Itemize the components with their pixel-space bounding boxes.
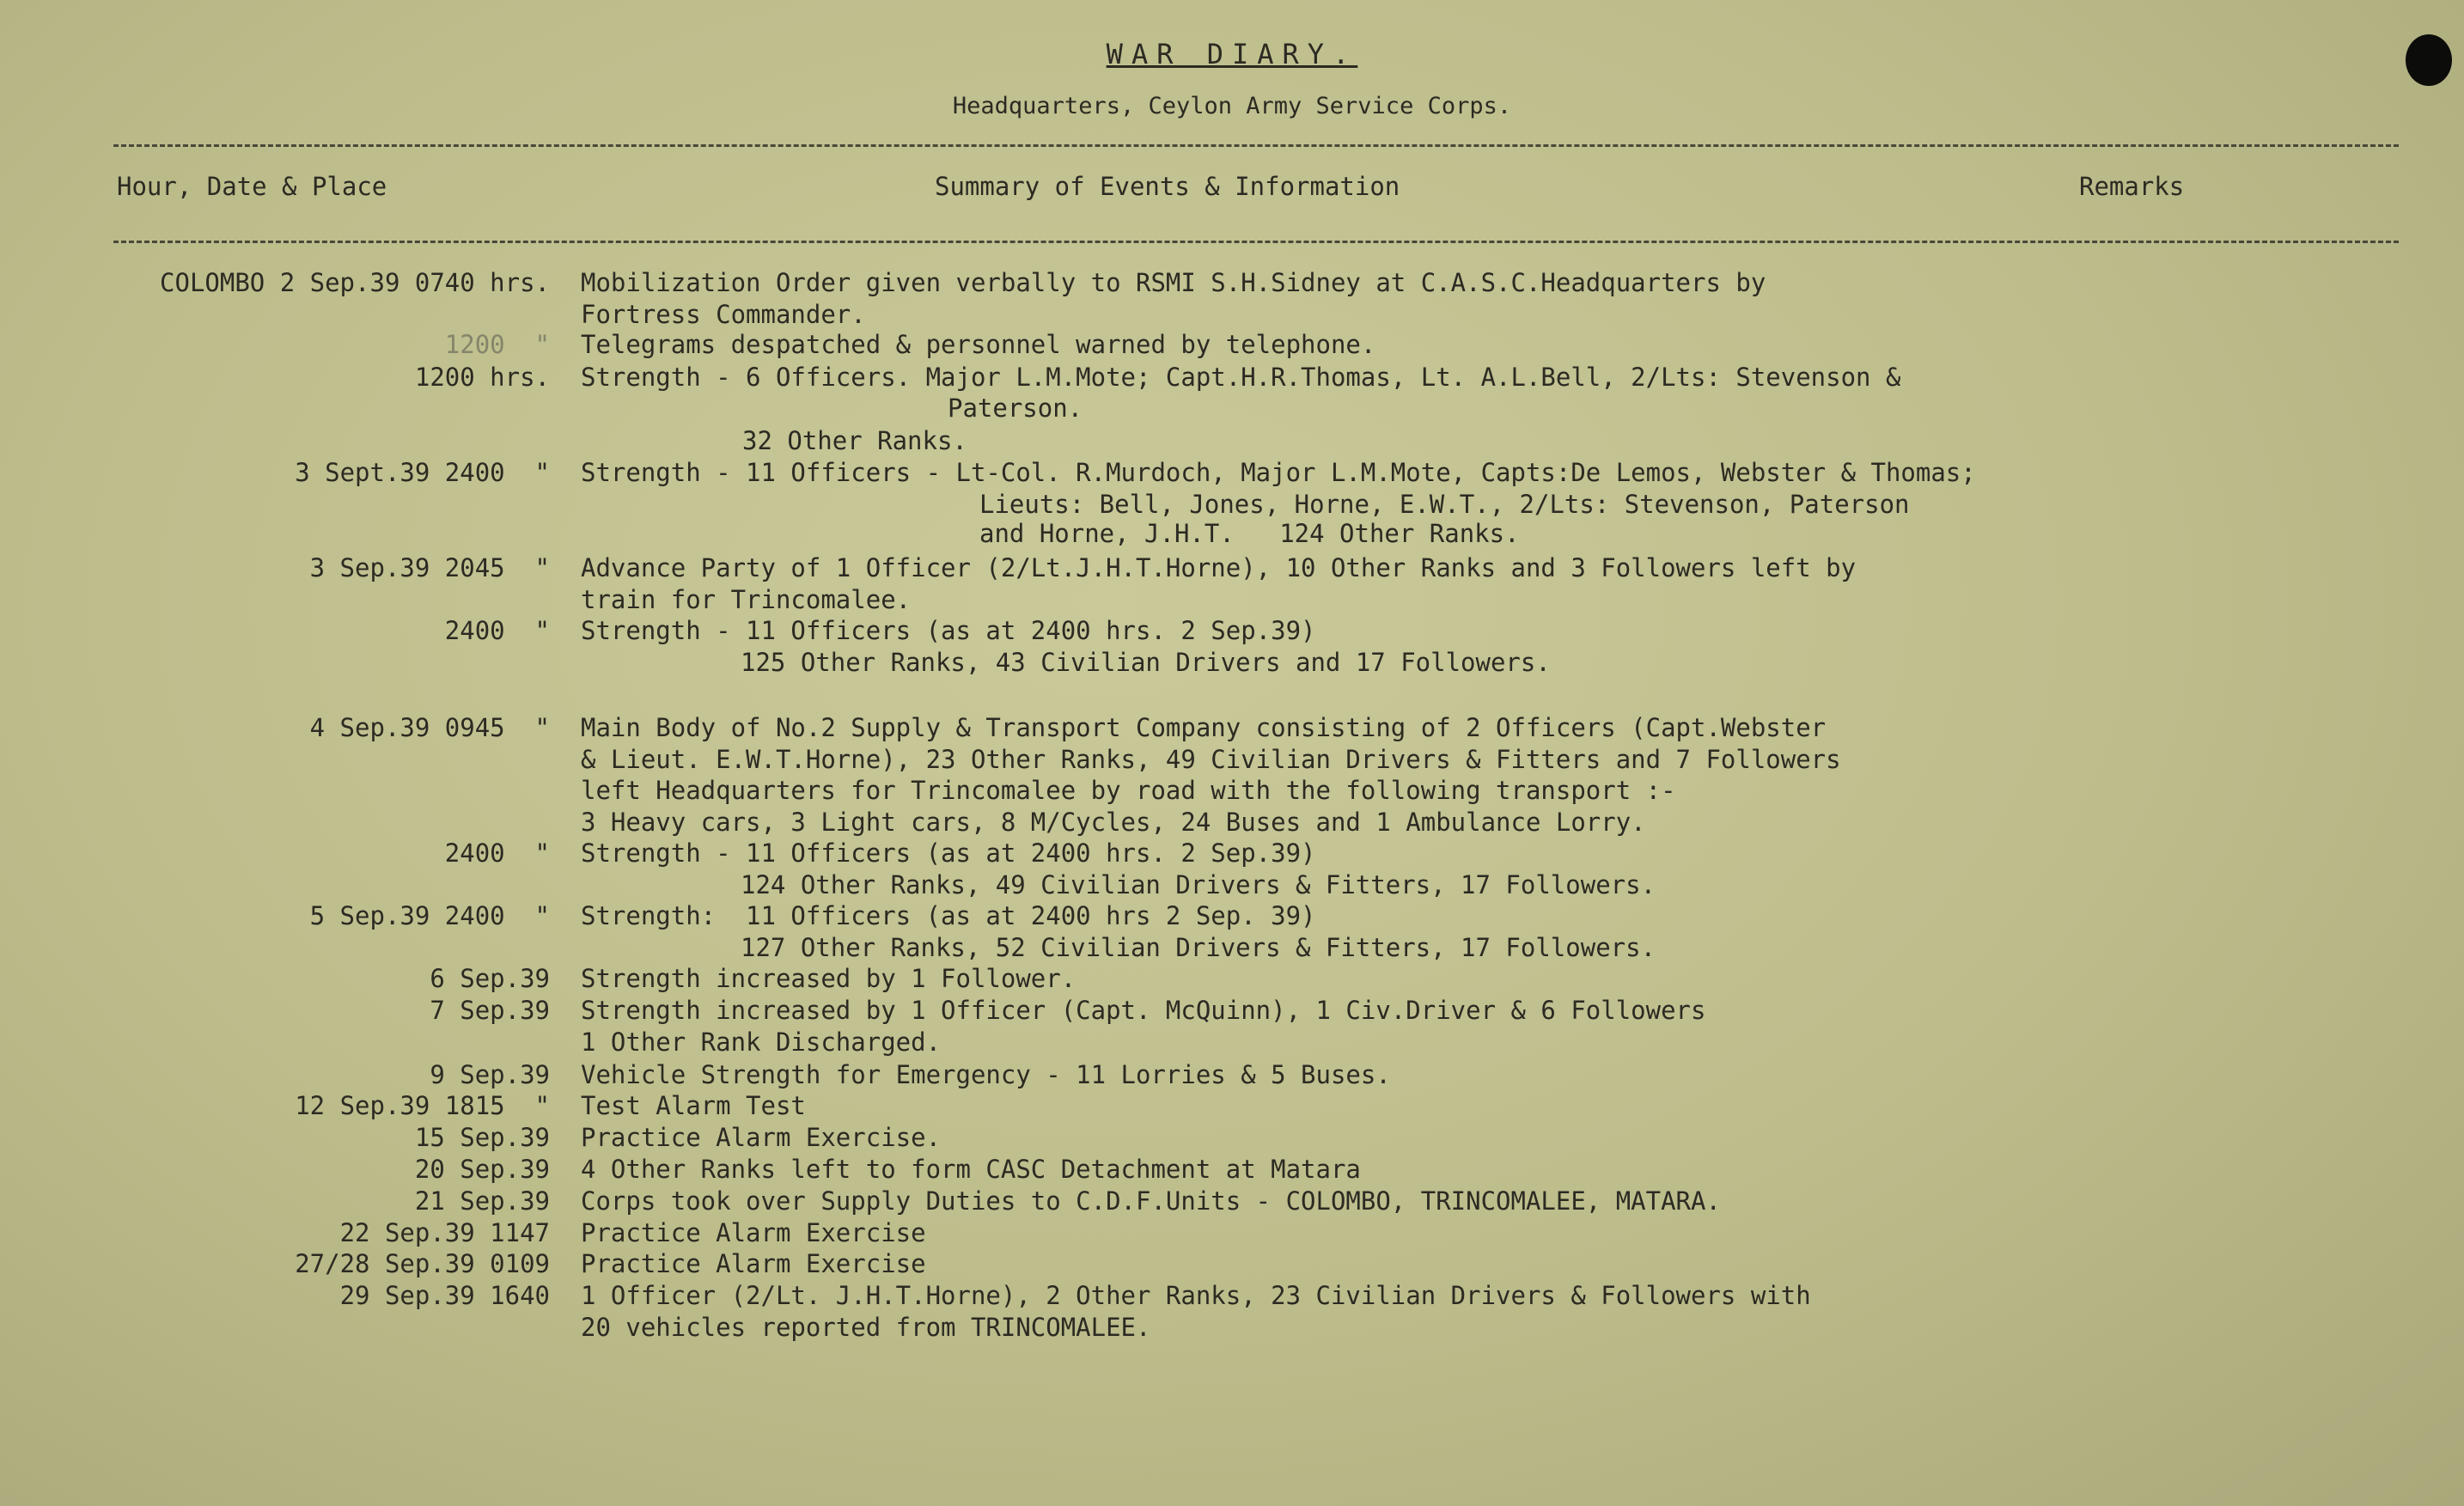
entry-line: Mobilization Order given verbally to RSMI S.H.Sidney at C.A.S.C.Headquarters by bbox=[581, 268, 1766, 297]
entry-line: train for Trincomalee. bbox=[581, 585, 912, 614]
entry-line: Strength increased by 1 Officer (Capt. McQuinn), 1 Civ.Driver & 6 Followers bbox=[581, 996, 1706, 1025]
entry-date: 2400 " bbox=[444, 838, 550, 868]
entry-line: 4 Other Ranks left to form CASC Detachment at Matara bbox=[581, 1155, 1361, 1184]
entry-date: 3 Sep.39 2045 " bbox=[309, 553, 550, 582]
entry-date: 21 Sep.39 bbox=[414, 1186, 550, 1216]
entry-date: 1200 " bbox=[444, 330, 550, 359]
entry-date: COLOMBO 2 Sep.39 0740 hrs. bbox=[160, 268, 550, 297]
entry-line: Strength - 11 Officers (as at 2400 hrs. 2 Sep.39) bbox=[581, 616, 1316, 645]
header-rule-bottom bbox=[113, 241, 2399, 243]
entry-line: 125 Other Ranks, 43 Civilian Drivers and 17 Followers. bbox=[741, 648, 1551, 677]
entry-date: 3 Sept.39 2400 " bbox=[295, 458, 550, 487]
document-subtitle: Headquarters, Ceylon Army Service Corps. bbox=[952, 93, 1512, 119]
entry-date: 27/28 Sep.39 0109 bbox=[295, 1249, 550, 1278]
entry-line: Test Alarm Test bbox=[581, 1091, 806, 1120]
entry-line: 20 vehicles reported from TRINCOMALEE. bbox=[581, 1313, 1151, 1342]
entry-line: Advance Party of 1 Officer (2/Lt.J.H.T.Horne), 10 Other Ranks and 3 Followers left by bbox=[581, 553, 1857, 582]
entry-date: 9 Sep.39 bbox=[430, 1060, 550, 1089]
column-header-remarks: Remarks bbox=[2079, 172, 2185, 201]
entry-line: Strength increased by 1 Follower. bbox=[581, 964, 1076, 993]
entry-line: and Horne, J.H.T. 124 Other Ranks. bbox=[979, 519, 1520, 548]
entry-line: 124 Other Ranks, 49 Civilian Drivers & Fitters, 17 Followers. bbox=[741, 870, 1656, 899]
entry-line: 1 Other Rank Discharged. bbox=[581, 1027, 942, 1057]
entry-date: 29 Sep.39 1640 bbox=[339, 1281, 550, 1310]
column-header-date: Hour, Date & Place bbox=[117, 172, 387, 201]
entry-line: Main Body of No.2 Supply & Transport Company consisting of 2 Officers (Capt.Webster bbox=[581, 713, 1827, 742]
entry-line: Strength - 11 Officers (as at 2400 hrs. 2 Sep.39) bbox=[581, 838, 1316, 868]
entry-line: Corps took over Supply Duties to C.D.F.Units - COLOMBO, TRINCOMALEE, MATARA. bbox=[581, 1186, 1721, 1216]
entry-line: Practice Alarm Exercise. bbox=[581, 1123, 942, 1152]
document-title: WAR DIARY. bbox=[1106, 38, 1358, 70]
header-rule-top bbox=[113, 144, 2399, 147]
entry-line: Practice Alarm Exercise bbox=[581, 1249, 926, 1278]
entry-line: Strength - 6 Officers. Major L.M.Mote; Capt.H.R.Thomas, Lt. A.L.Bell, 2/Lts: Stevenson & bbox=[581, 363, 1901, 392]
entry-date: 2400 " bbox=[444, 616, 550, 645]
entry-line: Lieuts: Bell, Jones, Horne, E.W.T., 2/Lts: Stevenson, Paterson bbox=[979, 490, 1910, 519]
entry-line: Practice Alarm Exercise bbox=[581, 1218, 926, 1247]
entry-line: Telegrams despatched & personnel warned by telephone. bbox=[581, 330, 1376, 359]
entry-line: 127 Other Ranks, 52 Civilian Drivers & Fitters, 17 Followers. bbox=[741, 933, 1656, 962]
entry-line: left Headquarters for Trincomalee by road with the following transport :- bbox=[581, 776, 1676, 805]
entry-line: Fortress Commander. bbox=[581, 300, 866, 329]
entry-line: Strength - 11 Officers - Lt-Col. R.Murdoch, Major L.M.Mote, Capts:De Lemos, Webster & Thomas; bbox=[581, 458, 1976, 487]
entry-line: 3 Heavy cars, 3 Light cars, 8 M/Cycles, 24 Buses and 1 Ambulance Lorry. bbox=[581, 808, 1646, 837]
entry-line: Strength: 11 Officers (as at 2400 hrs 2 Sep. 39) bbox=[581, 901, 1316, 930]
entry-date: 22 Sep.39 1147 bbox=[339, 1218, 550, 1247]
entry-date: 6 Sep.39 bbox=[430, 964, 550, 993]
entry-line: Vehicle Strength for Emergency - 11 Lorries & 5 Buses. bbox=[581, 1060, 1391, 1089]
entry-date: 15 Sep.39 bbox=[414, 1123, 550, 1152]
entry-date: 1200 hrs. bbox=[414, 363, 550, 392]
entry-date: 4 Sep.39 0945 " bbox=[309, 713, 550, 742]
entry-date: 7 Sep.39 bbox=[430, 996, 550, 1025]
column-header-summary: Summary of Events & Information bbox=[935, 172, 1400, 201]
entry-date: 12 Sep.39 1815 " bbox=[295, 1091, 550, 1120]
entry-line: Paterson. bbox=[948, 393, 1083, 423]
entry-line: 1 Officer (2/Lt. J.H.T.Horne), 2 Other Ranks, 23 Civilian Drivers & Followers with bbox=[581, 1281, 1811, 1310]
entry-line: 32 Other Ranks. bbox=[742, 426, 967, 455]
entry-date: 20 Sep.39 bbox=[414, 1155, 550, 1184]
entry-line: & Lieut. E.W.T.Horne), 23 Other Ranks, 49 Civilian Drivers & Fitters and 7 Followers bbox=[581, 745, 1841, 774]
entry-date: 5 Sep.39 2400 " bbox=[309, 901, 550, 930]
